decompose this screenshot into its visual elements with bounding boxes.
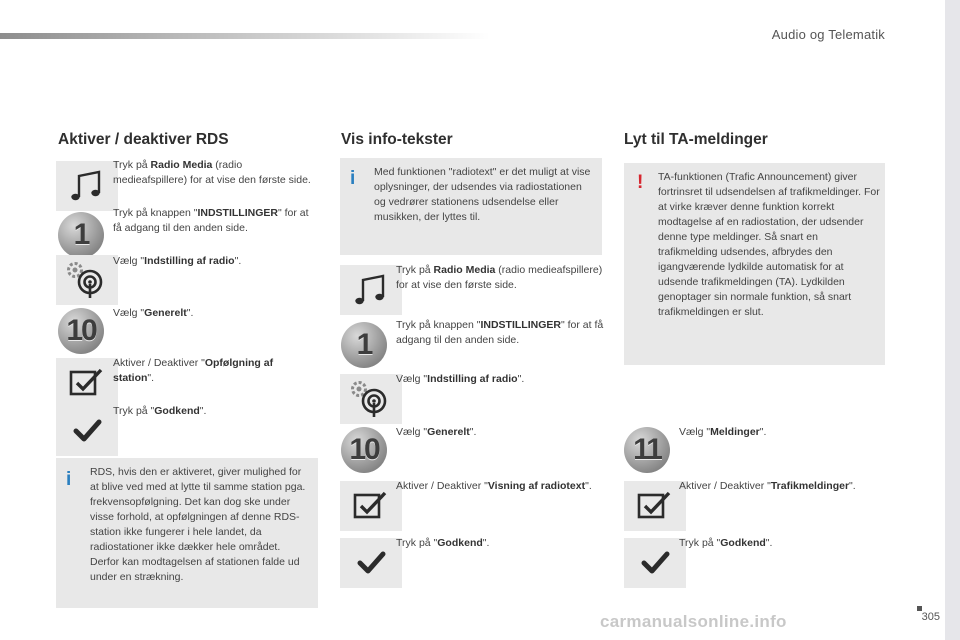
radio-settings-button[interactable]	[340, 374, 402, 424]
music-note-icon	[351, 273, 391, 307]
step-badge-11: 11	[624, 427, 670, 473]
confirm-button[interactable]	[56, 406, 118, 456]
header-rule	[0, 33, 490, 39]
radio-media-button[interactable]	[56, 161, 118, 211]
step-badge-1: 1	[58, 212, 104, 258]
section-title-info-texts: Vis info-tekster	[341, 131, 453, 148]
page-edge	[945, 0, 960, 640]
radio-settings-icon	[65, 260, 109, 300]
info-step-radio-media: Tryk på Radio Media (radio medieafspillere) for at vise den første side.	[396, 264, 603, 291]
info-step-general: Vælg "Generelt".	[396, 426, 477, 438]
info-step-settings: Tryk på knappen "INDSTILLINGER" for at få adgang til den anden side.	[396, 319, 604, 346]
page-number: 305	[921, 611, 940, 623]
radiotext-toggle[interactable]	[340, 481, 402, 531]
info-step-radio-setting: Vælg "Indstilling af radio".	[396, 373, 525, 385]
checkbox-toggle-icon	[351, 489, 391, 523]
radio-media-button[interactable]	[340, 265, 402, 315]
checkmark-icon	[351, 546, 391, 580]
rds-step-confirm: Tryk på "Godkend".	[113, 405, 207, 417]
section-title-ta: Lyt til TA-meldinger	[624, 131, 768, 148]
info-icon: i	[350, 168, 356, 189]
radio-settings-button[interactable]	[56, 255, 118, 305]
step-badge-10: 10	[341, 427, 387, 473]
rds-info-box	[56, 458, 318, 608]
warning-icon: !	[637, 172, 644, 193]
info-icon: i	[66, 469, 72, 490]
rds-step-radio-setting: Vælg "Indstilling af radio".	[113, 255, 242, 267]
ta-step-messages: Vælg "Meldinger".	[679, 426, 767, 438]
station-follow-toggle[interactable]	[56, 358, 118, 408]
info-texts-info-text: Med funktionen "radiotext" er det muligt at vise oplysninger, der udsendes via radiostationen og vedrører stationens udsendelse eller musikken, der lyttes til.	[374, 166, 591, 223]
traffic-messages-toggle[interactable]	[624, 481, 686, 531]
ta-warning-box	[624, 163, 885, 365]
rds-step-general: Vælg "Generelt".	[113, 307, 194, 319]
rds-step-toggle: Aktiver / Deaktiver "Opfølgning af station".	[113, 357, 274, 384]
music-note-icon	[67, 169, 107, 203]
info-step-confirm: Tryk på "Godkend".	[396, 537, 490, 549]
checkmark-icon	[67, 414, 107, 448]
info-step-toggle: Aktiver / Deaktiver "Visning af radiotext".	[396, 480, 592, 492]
info-texts-info-box	[340, 158, 602, 255]
checkbox-toggle-icon	[635, 489, 675, 523]
step-badge-1: 1	[341, 322, 387, 368]
ta-warning-text: TA-funktionen (Trafic Announcement) giver fortrinsret til udsendelsen af trafikmeldinger. For at virke kræver denne funktion korrekt modtagelse af en radiostation, der udsender denne type meldinger. Så snart en trafikmelding udsendes, afbrydes den igangværende lydkilde automatisk for at udsende trafikmeldingen (TA). Lydkilden genoptager sin normale funktion, så snart trafikmeldingen er slut.	[658, 171, 880, 318]
rds-step-radio-media: Tryk på Radio Media (radio medieafspillere) for at vise den første side.	[113, 159, 311, 186]
radio-settings-icon	[349, 379, 393, 419]
ta-step-toggle: Aktiver / Deaktiver "Trafikmeldinger".	[679, 480, 856, 492]
step-badge-10: 10	[58, 308, 104, 354]
rds-info-text: RDS, hvis den er aktiveret, giver mulighed for at blive ved med at lytte til samme station pga. frekvensopfølgning. Det kan dog ske under visse forhold, at opfølgningen af denne RDS-station ikke fungerer i hele landet, da radiostationer ikke dækker hele området. Derfor kan modtagelsen af stationen falde ud under en strækning.	[90, 466, 306, 583]
section-title-rds: Aktiver / deaktiver RDS	[58, 131, 229, 148]
confirm-button[interactable]	[624, 538, 686, 588]
confirm-button[interactable]	[340, 538, 402, 588]
checkmark-icon	[635, 546, 675, 580]
rds-step-settings: Tryk på knappen "INDSTILLINGER" for at få adgang til den anden side.	[113, 207, 309, 234]
ta-step-confirm: Tryk på "Godkend".	[679, 537, 773, 549]
checkbox-toggle-icon	[67, 366, 107, 400]
watermark: carmanualsonline.info	[600, 612, 787, 631]
chapter-title: Audio og Telematik	[771, 27, 885, 42]
